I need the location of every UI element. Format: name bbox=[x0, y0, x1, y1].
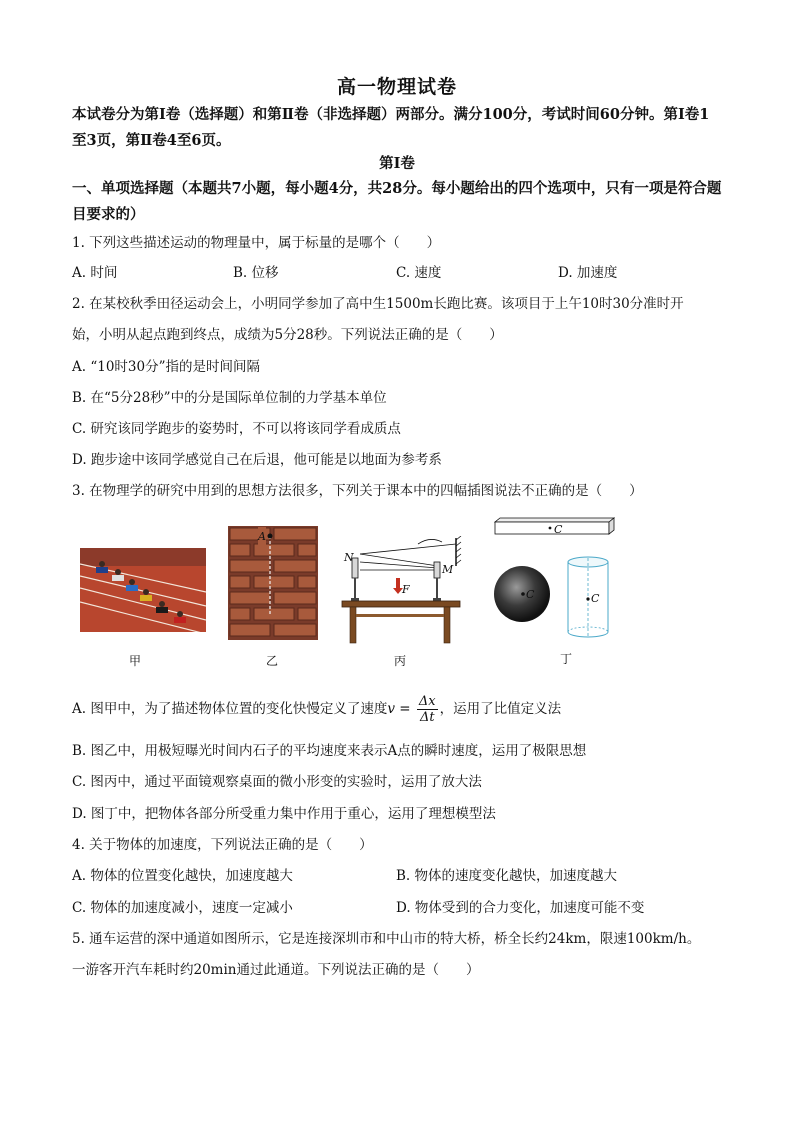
q5-stem-line1: 5. 通车运营的深中通道如图所示，它是连接深圳市和中山市的特大桥，桥全长约24km，限速100km/h。 bbox=[72, 931, 701, 947]
figure-bing-label-n: N bbox=[344, 551, 354, 564]
figure-jia-sprinters-photo bbox=[80, 548, 206, 632]
q2-stem-line2: 始，小明从起点跑到终点，成绩为5分28秒。下列说法正确的是（ ） bbox=[72, 327, 503, 343]
figure-ding-label-c-cylinder: C bbox=[591, 592, 600, 605]
figure-ding-label-c-bar: C bbox=[554, 523, 563, 536]
q3-option-c: C. 图丙中，通过平面镜观察桌面的微小形变的实验时，运用了放大法 bbox=[72, 774, 482, 790]
q2-option-d: D. 跑步途中该同学感觉自己在后退，他可能是以地面为参考系 bbox=[72, 452, 442, 468]
q4-stem: 4. 关于物体的加速度，下列说法正确的是（ ） bbox=[72, 837, 373, 853]
q1-option-c: C. 速度 bbox=[396, 265, 442, 281]
q3-option-b: B. 图乙中，用极短曝光时间内石子的平均速度来表示A点的瞬时速度，运用了极限思想 bbox=[72, 743, 587, 759]
q4-option-a: A. 物体的位置变化越快，加速度越大 bbox=[72, 868, 293, 884]
q3-formula-eq: = bbox=[394, 701, 415, 717]
q2-stem-line1: 2. 在某校秋季田径运动会上，小明同学参加了高中生1500m长跑比赛。该项目于上午10时30分准时开 bbox=[72, 296, 684, 312]
figure-yi-caption: 乙 bbox=[265, 654, 278, 668]
q1-stem: 1. 下列这些描述运动的物理量中，属于标量的是哪个（ ） bbox=[72, 235, 441, 251]
page-title: 高一物理试卷 bbox=[336, 76, 457, 98]
figure-bing-mirror-table bbox=[338, 536, 464, 646]
figure-ding-label-c-sphere: C bbox=[526, 588, 535, 601]
figure-yi-brick-wall bbox=[228, 526, 318, 640]
figure-yi-label-a: A bbox=[258, 527, 266, 547]
q3-formula-v: v bbox=[387, 701, 395, 717]
q3-option-a-suffix: ，运用了比值定义法 bbox=[439, 701, 562, 717]
figure-jia-caption: 甲 bbox=[128, 654, 141, 668]
q3-option-d: D. 图丁中，把物体各部分所受重力集中作用于重心，运用了理想模型法 bbox=[72, 806, 496, 822]
q4-option-d: D. 物体受到的合力变化，加速度可能不变 bbox=[396, 900, 645, 916]
q4-option-b: B. 物体的速度变化越快，加速度越大 bbox=[396, 868, 618, 884]
q3-stem: 3. 在物理学的研究中用到的思想方法很多，下列关于课本中的四幅插图说法不正确的是（ ） bbox=[72, 483, 643, 499]
q4-option-c: C. 物体的加速度减小，速度一定减小 bbox=[72, 900, 293, 916]
q5-stem-line2: 一游客开汽车耗时约20min通过此通道。下列说法正确的是（ ） bbox=[72, 962, 480, 978]
figure-bing-label-f: F bbox=[402, 583, 410, 596]
q3-option-a bbox=[72, 694, 561, 725]
section-heading: 一、单项选择题（本题共7小题，每小题4分，共28分。每小题给出的四个选项中，只有一项是符合题目要求的） bbox=[72, 180, 722, 223]
q1-option-a: A. 时间 bbox=[72, 265, 118, 281]
figure-bing-label-m: M bbox=[442, 563, 454, 576]
figure-ding-caption: 丁 bbox=[559, 652, 572, 666]
q3-velocity-fraction bbox=[417, 694, 438, 725]
figure-bing-caption: 丙 bbox=[393, 654, 406, 668]
q1-option-d: D. 加速度 bbox=[558, 265, 618, 281]
q2-option-c: C. 研究该同学跑步的姿势时，不可以将该同学看成质点 bbox=[72, 421, 401, 437]
q3-fraction-numerator: Δx bbox=[418, 694, 436, 709]
volume-heading: 第Ⅰ卷 bbox=[379, 155, 415, 172]
exam-intro: 本试卷分为第Ⅰ卷（选择题）和第Ⅱ卷（非选择题）两部分。满分100分，考试时间60分钟。第Ⅰ卷1至3页，第Ⅱ卷4至6页。 bbox=[72, 106, 710, 149]
q3-option-a-text: A. 图甲中，为了描述物体位置的变化快慢定义了速度 bbox=[72, 701, 388, 717]
q3-fraction-denominator: Δt bbox=[419, 710, 435, 725]
q1-option-b: B. 位移 bbox=[233, 265, 279, 281]
q2-option-b: B. 在“5分28秒”中的分是国际单位制的力学基本单位 bbox=[72, 390, 387, 406]
q2-option-a: A. “10时30分”指的是时间间隔 bbox=[72, 359, 260, 375]
